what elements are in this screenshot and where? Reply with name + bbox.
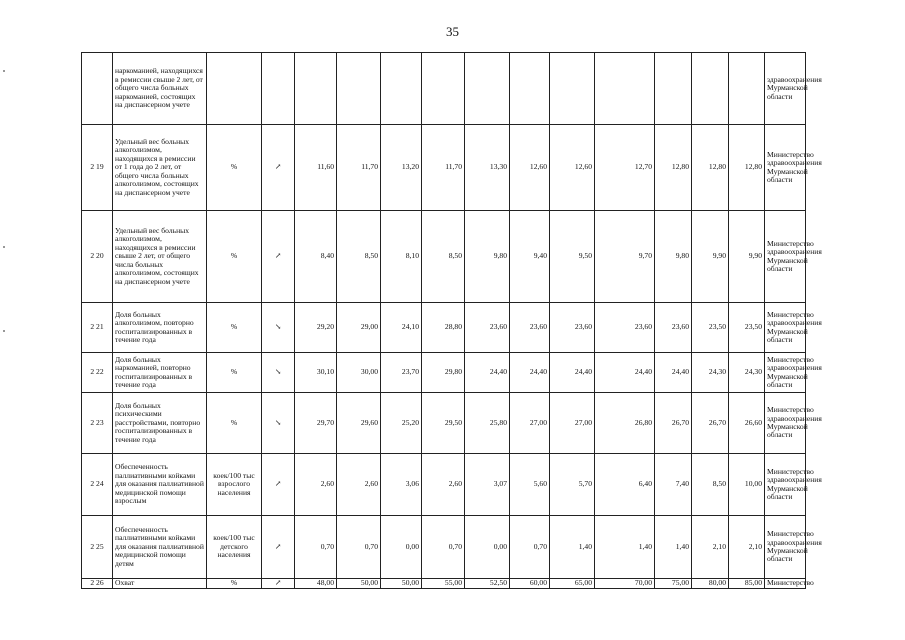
indicator-name: Охват bbox=[113, 579, 207, 589]
value-cell: 24,40 bbox=[465, 353, 510, 393]
responsible-cell: Министерство здравоохранения Мурманской области bbox=[765, 393, 806, 454]
value-cell: 60,00 bbox=[510, 579, 550, 589]
value-cell: 8,50 bbox=[337, 211, 381, 303]
value-cell: 1,40 bbox=[595, 516, 655, 579]
table-row bbox=[82, 353, 891, 393]
indicator-name: Удельный вес больных алкоголизмом, находящихся в ремиссии от 1 года до 2 лет, от общего числа больных алкоголизмом, состоящих на диспансерном учете bbox=[113, 125, 207, 211]
value-cell: 24,40 bbox=[510, 353, 550, 393]
value-cell: 2,10 bbox=[692, 516, 729, 579]
value-cell: 2,60 bbox=[295, 454, 337, 516]
value-cell: 85,00 bbox=[729, 579, 765, 589]
value-cell: 30,10 bbox=[295, 353, 337, 393]
value-cell: 8,10 bbox=[381, 211, 422, 303]
unit-cell: % bbox=[207, 579, 262, 589]
value-cell: 12,80 bbox=[655, 125, 692, 211]
value-cell: 8,50 bbox=[422, 211, 465, 303]
value-cell: 0,00 bbox=[465, 516, 510, 579]
value-cell: 7,40 bbox=[655, 454, 692, 516]
value-cell bbox=[595, 53, 655, 125]
value-cell bbox=[422, 53, 465, 125]
row-index: 2 22 bbox=[82, 353, 113, 393]
value-cell: 50,00 bbox=[337, 579, 381, 589]
value-cell: 29,80 bbox=[422, 353, 465, 393]
value-cell: 24,30 bbox=[692, 353, 729, 393]
responsible-cell: Министерство здравоохранения Мурманской области bbox=[765, 516, 806, 579]
value-cell: 5,70 bbox=[550, 454, 595, 516]
indicator-name: наркоманией, находящихся в ремиссии свыше 2 лет, от общего числа больных наркоманией, состоящих на диспансерном учете bbox=[113, 53, 207, 125]
scan-mark bbox=[3, 246, 5, 248]
value-cell: 9,90 bbox=[729, 211, 765, 303]
value-cell: 30,00 bbox=[337, 353, 381, 393]
trend-arrow-icon: ↗ bbox=[262, 516, 295, 579]
value-cell: 75,00 bbox=[655, 579, 692, 589]
value-cell: 2,60 bbox=[337, 454, 381, 516]
value-cell: 10,00 bbox=[729, 454, 765, 516]
indicator-name: Доля больных психическими расстройствами, повторно госпитализированных в течение года bbox=[113, 393, 207, 454]
scan-mark bbox=[3, 70, 5, 72]
value-cell bbox=[729, 53, 765, 125]
value-cell: 29,60 bbox=[337, 393, 381, 454]
value-cell: 2,60 bbox=[422, 454, 465, 516]
value-cell: 23,60 bbox=[510, 303, 550, 353]
responsible-cell: Министерство здравоохранения Мурманской области bbox=[765, 454, 806, 516]
value-cell: 3,07 bbox=[465, 454, 510, 516]
value-cell: 26,80 bbox=[595, 393, 655, 454]
value-cell: 12,60 bbox=[550, 125, 595, 211]
row-index: 2 24 bbox=[82, 454, 113, 516]
indicator-name: Удельный вес больных алкоголизмом, находящихся в ремиссии свыше 2 лет, от общего числа больных алкоголизмом, состоящих на диспансерном учете bbox=[113, 211, 207, 303]
value-cell: 23,60 bbox=[655, 303, 692, 353]
value-cell: 9,80 bbox=[465, 211, 510, 303]
value-cell: 65,00 bbox=[550, 579, 595, 589]
indicator-name: Доля больных алкоголизмом, повторно госпитализированных в течение года bbox=[113, 303, 207, 353]
value-cell: 55,00 bbox=[422, 579, 465, 589]
value-cell: 1,40 bbox=[550, 516, 595, 579]
value-cell: 9,70 bbox=[595, 211, 655, 303]
value-cell: 24,40 bbox=[595, 353, 655, 393]
unit-cell: % bbox=[207, 211, 262, 303]
table-row bbox=[82, 303, 891, 353]
trend-arrow-icon: ↘ bbox=[262, 393, 295, 454]
value-cell: 9,90 bbox=[692, 211, 729, 303]
trend-arrow-icon: ↗ bbox=[262, 211, 295, 303]
value-cell: 23,50 bbox=[692, 303, 729, 353]
value-cell: 48,00 bbox=[295, 579, 337, 589]
table-row bbox=[82, 125, 891, 211]
table-row bbox=[82, 579, 891, 589]
value-cell: 50,00 bbox=[381, 579, 422, 589]
row-index: 2 21 bbox=[82, 303, 113, 353]
value-cell: 24,40 bbox=[655, 353, 692, 393]
trend-arrow-icon: ↘ bbox=[262, 353, 295, 393]
value-cell: 9,50 bbox=[550, 211, 595, 303]
row-index: 2 20 bbox=[82, 211, 113, 303]
table-row bbox=[82, 211, 891, 303]
value-cell: 29,00 bbox=[337, 303, 381, 353]
value-cell: 24,30 bbox=[729, 353, 765, 393]
scan-mark bbox=[3, 330, 5, 332]
value-cell: 12,70 bbox=[595, 125, 655, 211]
row-index bbox=[82, 53, 113, 125]
unit-cell: % bbox=[207, 393, 262, 454]
unit-cell: коек/100 тыс взрослого населения bbox=[207, 454, 262, 516]
value-cell: 25,20 bbox=[381, 393, 422, 454]
value-cell: 23,60 bbox=[595, 303, 655, 353]
value-cell bbox=[337, 53, 381, 125]
trend-arrow-icon: ↗ bbox=[262, 579, 295, 589]
trend-arrow-icon: ↗ bbox=[262, 125, 295, 211]
responsible-cell: Министерство bbox=[765, 579, 806, 589]
value-cell: 9,80 bbox=[655, 211, 692, 303]
value-cell: 26,60 bbox=[729, 393, 765, 454]
value-cell: 11,70 bbox=[422, 125, 465, 211]
trend-arrow-icon: ↘ bbox=[262, 303, 295, 353]
indicator-name: Обеспеченность паллиативными койками для оказания паллиативной медицинской помощи детям bbox=[113, 516, 207, 579]
value-cell: 23,60 bbox=[465, 303, 510, 353]
unit-cell bbox=[207, 53, 262, 125]
row-index: 2 19 bbox=[82, 125, 113, 211]
value-cell: 0,70 bbox=[337, 516, 381, 579]
trend-arrow-icon bbox=[262, 53, 295, 125]
value-cell: 27,00 bbox=[550, 393, 595, 454]
row-index: 2 23 bbox=[82, 393, 113, 454]
value-cell: 0,70 bbox=[510, 516, 550, 579]
responsible-cell: Министерство здравоохранения Мурманской области bbox=[765, 353, 806, 393]
trend-arrow-icon: ↗ bbox=[262, 454, 295, 516]
value-cell: 70,00 bbox=[595, 579, 655, 589]
table-row bbox=[82, 53, 891, 125]
value-cell bbox=[465, 53, 510, 125]
value-cell bbox=[655, 53, 692, 125]
value-cell: 25,80 bbox=[465, 393, 510, 454]
value-cell: 52,50 bbox=[465, 579, 510, 589]
value-cell: 26,70 bbox=[655, 393, 692, 454]
value-cell: 13,30 bbox=[465, 125, 510, 211]
unit-cell: коек/100 тыс детского населения bbox=[207, 516, 262, 579]
indicators-table bbox=[81, 52, 891, 589]
value-cell: 12,80 bbox=[692, 125, 729, 211]
responsible-cell: здравоохранения Мурманской области bbox=[765, 53, 806, 125]
unit-cell: % bbox=[207, 125, 262, 211]
value-cell: 2,10 bbox=[729, 516, 765, 579]
unit-cell: % bbox=[207, 353, 262, 393]
indicator-name: Обеспеченность паллиативными койками для оказания паллиативной медицинской помощи взрослым bbox=[113, 454, 207, 516]
value-cell bbox=[510, 53, 550, 125]
value-cell: 29,20 bbox=[295, 303, 337, 353]
value-cell: 8,50 bbox=[692, 454, 729, 516]
table-row bbox=[82, 393, 891, 454]
value-cell: 1,40 bbox=[655, 516, 692, 579]
value-cell: 29,70 bbox=[295, 393, 337, 454]
value-cell: 11,60 bbox=[295, 125, 337, 211]
value-cell: 5,60 bbox=[510, 454, 550, 516]
table-row bbox=[82, 516, 891, 579]
row-index: 2 26 bbox=[82, 579, 113, 589]
page-number: 35 bbox=[446, 24, 459, 39]
value-cell bbox=[692, 53, 729, 125]
value-cell: 28,80 bbox=[422, 303, 465, 353]
value-cell: 8,40 bbox=[295, 211, 337, 303]
value-cell: 9,40 bbox=[510, 211, 550, 303]
responsible-cell: Министерство здравоохранения Мурманской области bbox=[765, 303, 806, 353]
value-cell: 13,20 bbox=[381, 125, 422, 211]
unit-cell: % bbox=[207, 303, 262, 353]
responsible-cell: Министерство здравоохранения Мурманской области bbox=[765, 211, 806, 303]
value-cell: 80,00 bbox=[692, 579, 729, 589]
value-cell: 27,00 bbox=[510, 393, 550, 454]
value-cell bbox=[295, 53, 337, 125]
value-cell: 23,70 bbox=[381, 353, 422, 393]
responsible-cell: Министерство здравоохранения Мурманской области bbox=[765, 125, 806, 211]
value-cell: 11,70 bbox=[337, 125, 381, 211]
value-cell: 12,80 bbox=[729, 125, 765, 211]
value-cell: 3,06 bbox=[381, 454, 422, 516]
value-cell: 0,70 bbox=[295, 516, 337, 579]
row-index: 2 25 bbox=[82, 516, 113, 579]
value-cell: 12,60 bbox=[510, 125, 550, 211]
value-cell: 23,60 bbox=[550, 303, 595, 353]
value-cell: 24,40 bbox=[550, 353, 595, 393]
value-cell: 0,00 bbox=[381, 516, 422, 579]
value-cell: 29,50 bbox=[422, 393, 465, 454]
indicator-name: Доля больных наркоманией, повторно госпитализированных в течение года bbox=[113, 353, 207, 393]
value-cell bbox=[381, 53, 422, 125]
value-cell: 6,40 bbox=[595, 454, 655, 516]
value-cell: 0,70 bbox=[422, 516, 465, 579]
value-cell: 26,70 bbox=[692, 393, 729, 454]
value-cell bbox=[550, 53, 595, 125]
table-row bbox=[82, 454, 891, 516]
value-cell: 23,50 bbox=[729, 303, 765, 353]
value-cell: 24,10 bbox=[381, 303, 422, 353]
